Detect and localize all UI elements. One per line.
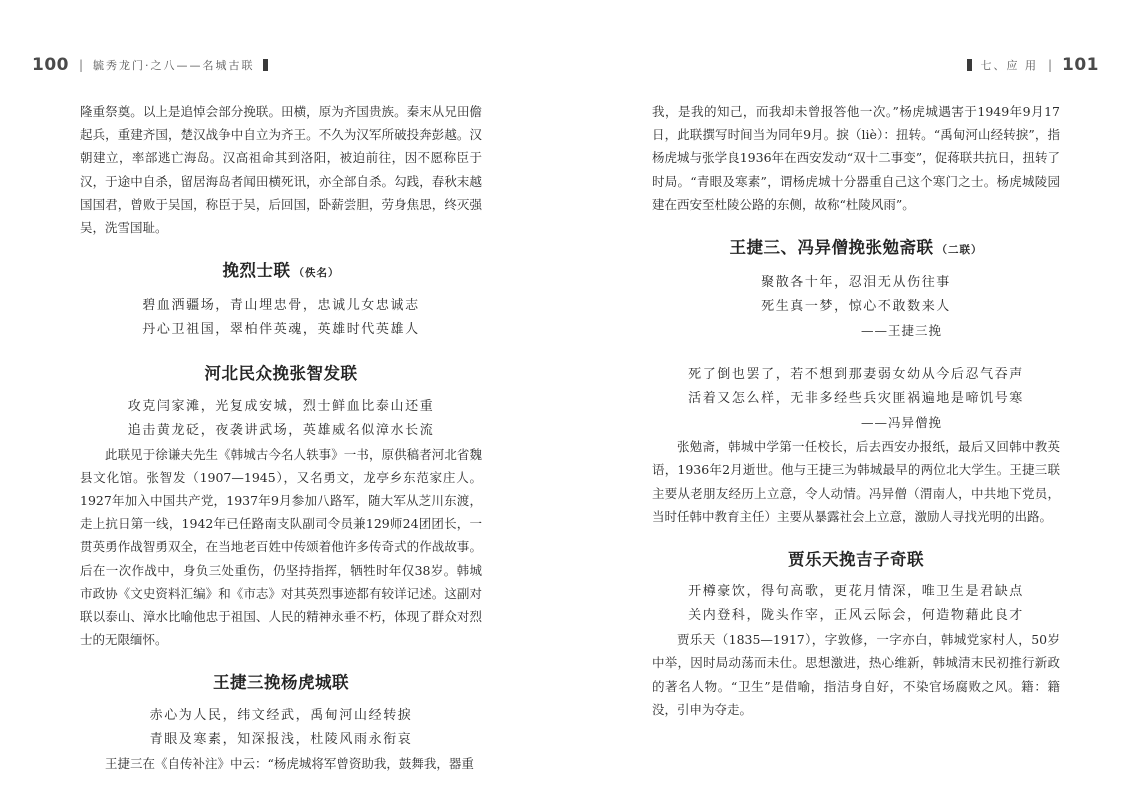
right-page-body: [652, 100, 1060, 721]
couplet-line: 死了倒也罢了，若不想到那妻弱女幼从今后忍气吞声: [688, 367, 1024, 383]
header-separator: |: [1047, 58, 1052, 72]
couplet-line: 追击黄龙砭，夜袭讲武场，英雄威名似漳水长流: [127, 422, 435, 438]
couplet-signature: ——王捷三挽: [860, 323, 942, 339]
couplet-line: 碧血洒疆场，青山埋忠骨，忠诚儿女忠诚志: [142, 298, 420, 314]
left-running-header: [32, 54, 276, 76]
commentary-paragraph: 此联见于徐谦夫先生《韩城古今名人轶事》一书，原供稿者河北省魏县文化馆。张智发（1907—1945），又名勇文，龙亭乡东范家庄人。1927年加入中国共产党，1937年9月参加八路军，随大军从芝川东渡，走上抗日第一线，1942年已任路南支队副司令员兼129师24团团长，一贯英勇作战智勇双全，在当地老百姓中传颂着他许多传奇式的作战故事。后在一次作战中，身负三处重伤，仍坚持指挥，牺牲时年仅38岁。韩城市政协《文史资料汇编》和《市志》对其英烈事迹都有较详记述。这副对联以泰山、漳水比喻他忠于祖国、人民的精神永垂不朽，体现了群众对烈士的无限缅怀。: [80, 446, 482, 648]
header-block-mark: [967, 59, 972, 71]
section-title: [652, 548, 1060, 571]
couplet-line: 关内登科，陇头作宰，正风云际会，何造物藉此良才: [688, 608, 1024, 624]
commentary-paragraph: 张勉斋，韩城中学第一任校长，后去西安办报纸，最后又回韩中教英语，1936年2月逝世。他与王捷三为韩城最早的两位北大学生。王捷三联主要从老朋友经历上立意，令人动情。冯异僧（渭南人，中共地下党员，当时任韩中教育主任）主要从暴露社会上立意，激励人寻找光明的出路。: [652, 439, 1060, 524]
right-page-number: 101: [1062, 55, 1099, 75]
left-page-number: 100: [32, 55, 69, 75]
commentary-paragraph: 王捷三在《自传补注》中云：“杨虎城将军曾资助我，鼓舞我，器重: [105, 755, 474, 771]
left-header-title: 毓秀龙门·之八——名城古联: [93, 59, 255, 72]
section-title-text: 挽烈士联: [222, 261, 291, 281]
section-title: [80, 259, 482, 285]
right-page: [566, 0, 1133, 799]
couplet-line: 攻克闫家滩，光复成安城，烈士鲜血比泰山还重: [127, 398, 435, 414]
right-intro-paragraph: 我，是我的知己，而我却未曾报答他一次。”杨虎城遇害于1949年9月17日，此联撰写时间当为同年9月。捩（liè）：扭转。“禹甸河山经转捩”，指杨虎城与张学良1936年在西安发动“双十二事变”，促蒋联共抗日，扭转了时局。“青眼及寒素”，谓杨虎城十分器重自己这个寒门之士。杨虎城陵园建在西安至杜陵公路的东侧，故称“杜陵风雨”。: [652, 104, 1060, 212]
right-header-title: 七、应 用: [980, 59, 1038, 72]
couplet-line: 赤心为人民，纬文经武，禹甸河山经转捩: [149, 707, 413, 723]
couplet-line: 聚散各十年，忍泪无从伤往事: [761, 275, 951, 291]
couplet-line: 死生真一梦，惊心不敢数来人: [761, 299, 951, 315]
section-title: [80, 671, 482, 694]
section-title-note: （二联）: [936, 244, 983, 257]
couplet-line: 活着又怎么样，无非多经些兵灾匪祸遍地是啼饥号寒: [688, 391, 1024, 407]
section-title: [652, 236, 1060, 262]
couplet-line: 丹心卫祖国，翠柏伴英魂，英雄时代英雄人: [142, 322, 420, 338]
section-title-text: 贾乐天挽吉子奇联: [788, 550, 924, 570]
section-title-note: （佚名）: [293, 267, 340, 280]
left-page: [0, 0, 566, 799]
left-page-body: [80, 100, 482, 775]
section-title-text: 王捷三挽杨虎城联: [213, 673, 349, 693]
left-intro-paragraph: 隆重祭奠。以上是追悼会部分挽联。田横，原为齐国贵族。秦末从兄田儋起兵，重建齐国，楚汉战争中自立为齐王。不久为汉军所破投奔彭越。汉朝建立，率部逃亡海岛。汉高祖命其到洛阳，被迫前往，因不愿称臣于汉，于途中自杀，留居海岛者闻田横死讯，亦全部自杀。勾践，春秋末越国国君，曾败于吴国，称臣于吴，后回国，卧薪尝胆，劳身焦思，终灭强吴，洗雪国耻。: [80, 104, 482, 236]
section-title-text: 王捷三、冯异僧挽张勉斋联: [729, 238, 934, 258]
header-block-mark: [263, 59, 268, 71]
spacer: [652, 343, 1060, 363]
right-running-header: [959, 54, 1099, 76]
couplet-line: 青眼及寒素，知深报浅，杜陵风雨永衔哀: [149, 731, 413, 747]
header-separator: |: [79, 58, 84, 72]
couplet-signature: ——冯异僧挽: [860, 415, 942, 431]
section-title: [80, 362, 482, 385]
section-title-text: 河北民众挽张智发联: [204, 364, 358, 384]
commentary-paragraph: 贾乐天（1835—1917），字敦修，一字亦白，韩城党家村人，50岁中举，因时局动荡而未仕。思想激进，热心维新，韩城清末民初推行新政的著名人物。“卫生”是借喻，指洁身自好，不染官场腐败之风。籍：籍没，引申为夺走。: [652, 632, 1060, 717]
couplet-line: 开樽豪饮，得句高歌，更花月情深，唯卫生是君缺点: [688, 584, 1024, 600]
